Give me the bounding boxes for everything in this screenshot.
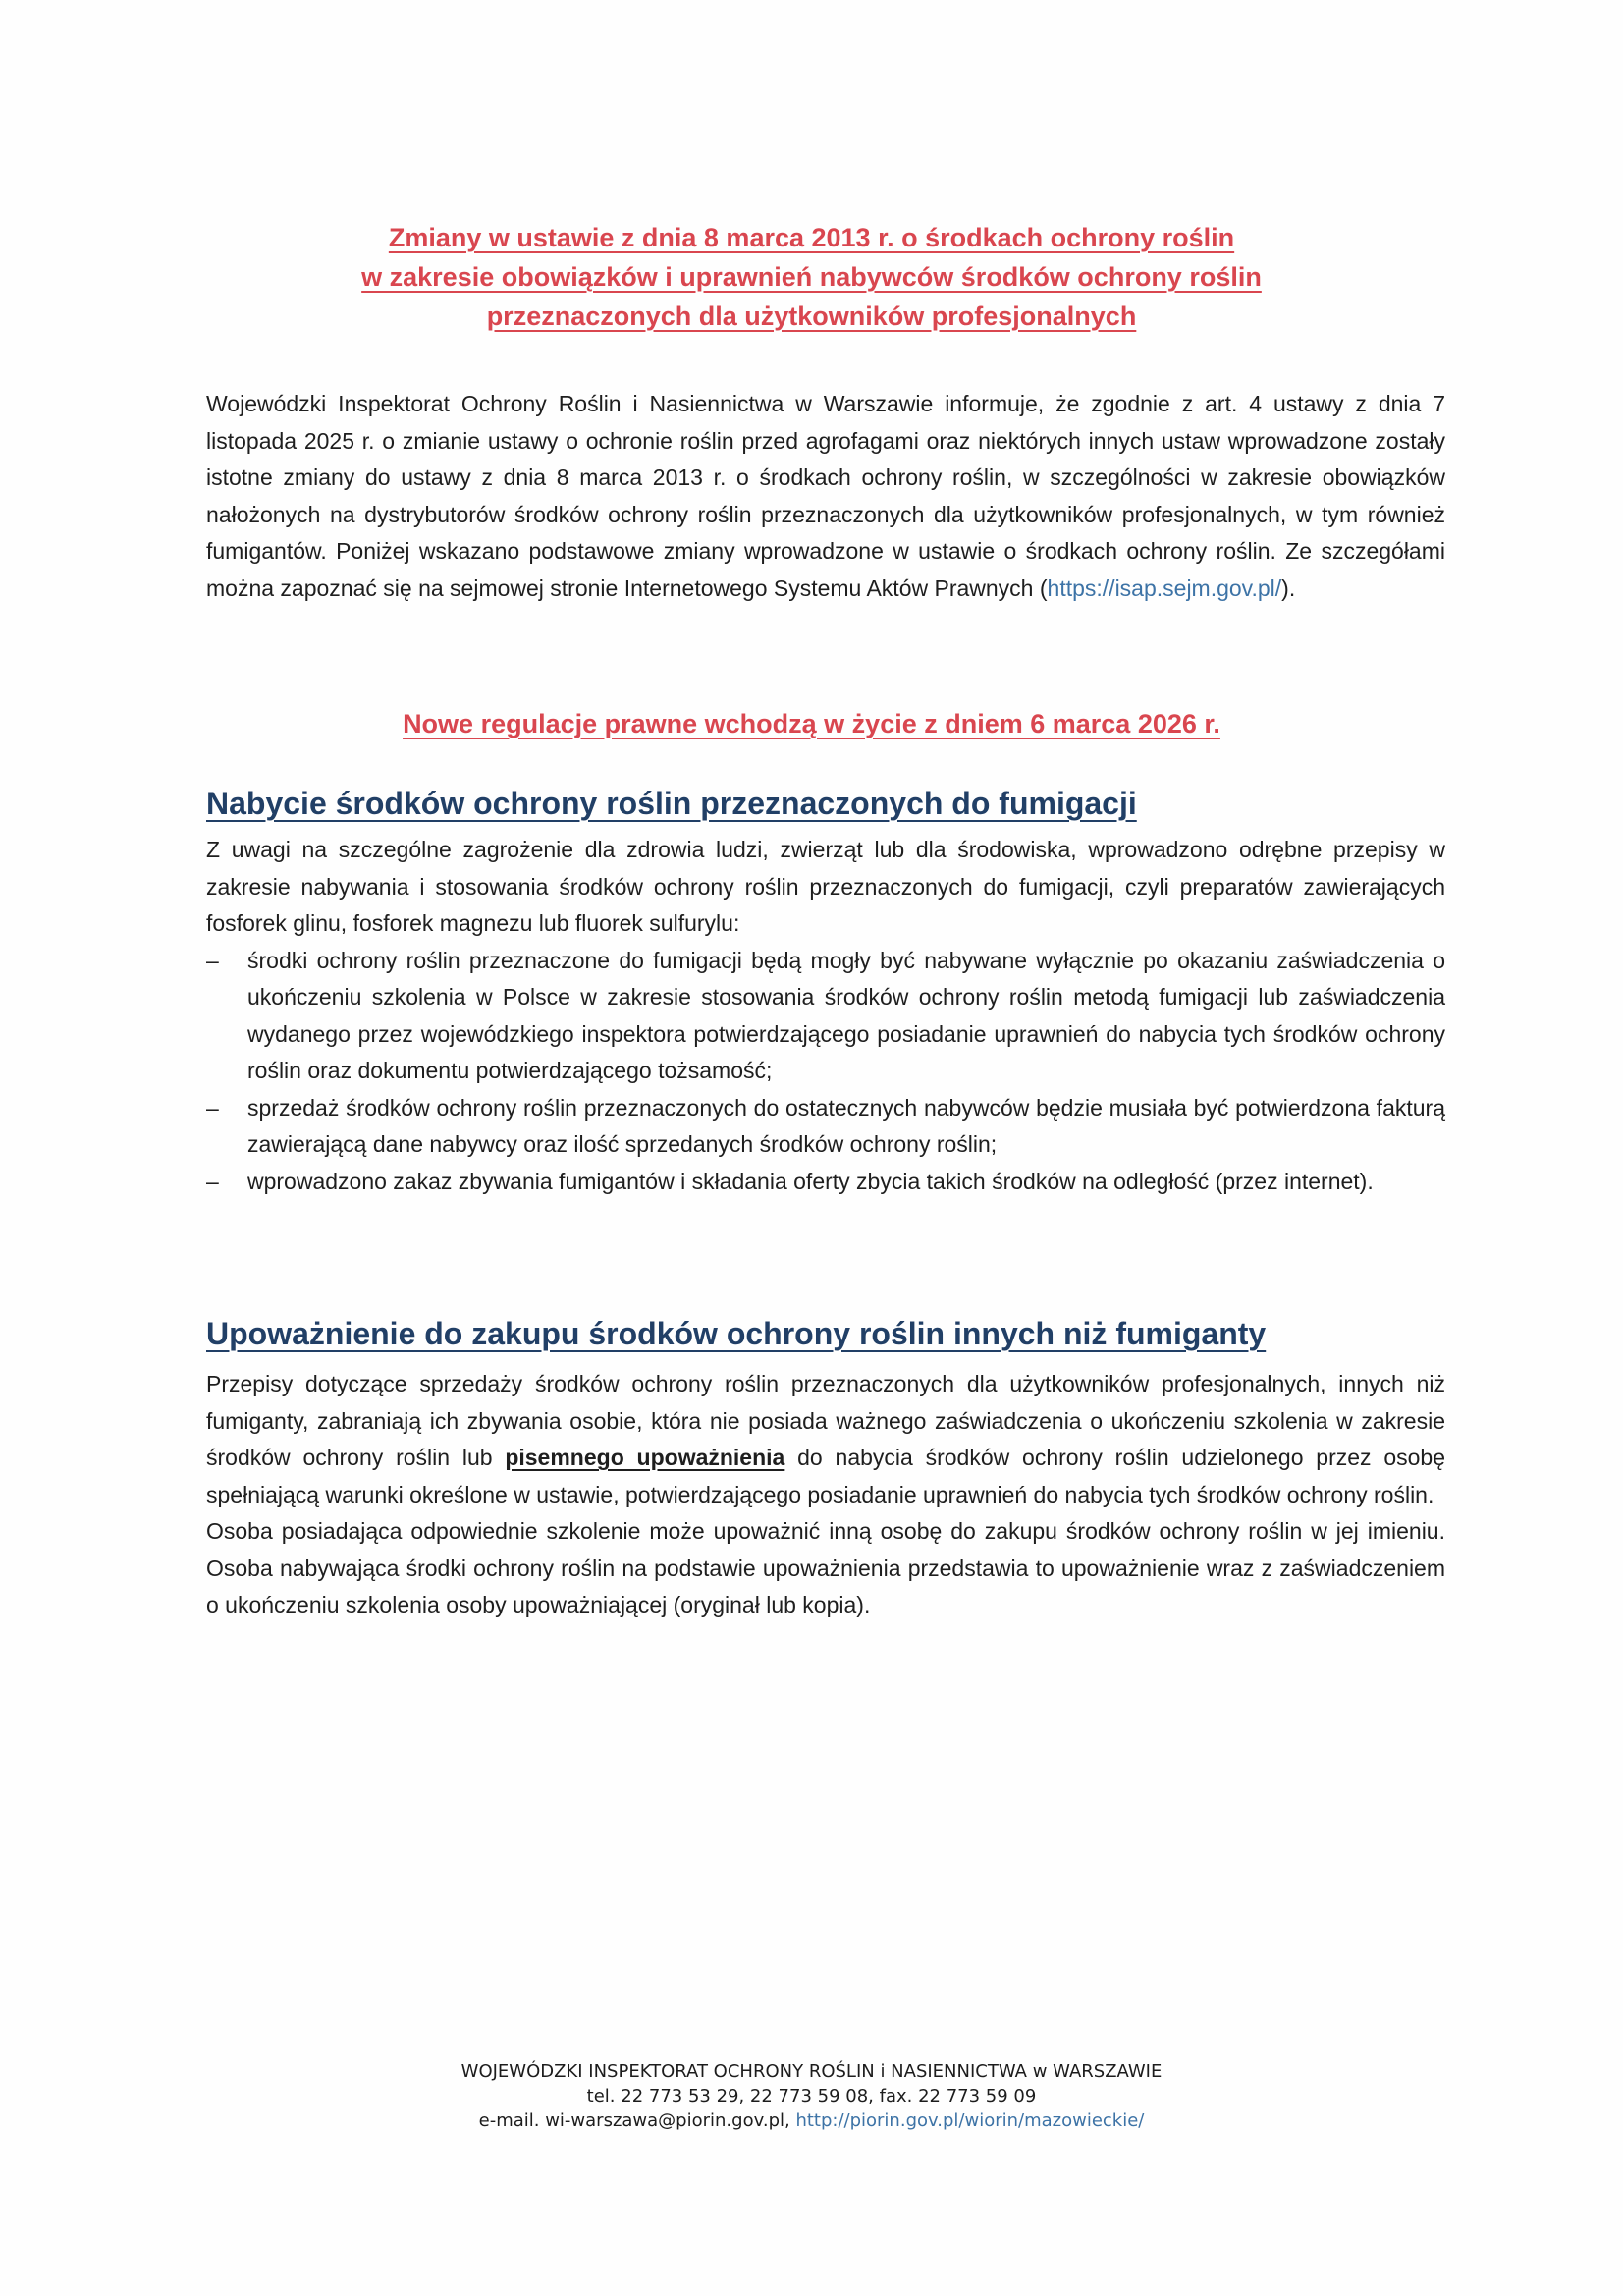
footer-org-name: WOJEWÓDZKI INSPEKTORAT OCHRONY ROŚLIN i NASIENNICTWA w WARSZAWIE [460,2061,1163,2082]
intro-paragraph: Wojewódzki Inspektorat Ochrony Roślin i Nasiennictwa w Warszawie informuje, że zgodnie z art. 4 ustawy z dnia 7 listopada 2025 r. o zmianie ustawy o ochronie roślin przed agrofagami oraz niektórych innych ustaw wprowadzone zostały istotne zmiany do ustawy z dnia 8 marca 2013 r. o środkach ochrony roślin, w szczególności w zakresie obowiązków nałożonych na dystrybutorów środków ochrony roślin przeznaczonych dla użytkowników profesjonalnych, w tym również fumigantów. Poniżej wskazano podstawowe zmiany wprowadzone w ustawie o środkach ochrony roślin. Ze szczegółami można zapoznać się na sejmowej stronie Internetowego Systemu Aktów Prawnych (https://isap.sejm.gov.pl/). [206,391,1445,601]
written-authorization-emphasis: pisemnego upoważnienia [505,1445,785,1470]
footer-contact [0,2059,1623,2133]
section-fumigation-body [206,832,1445,1200]
authorization-paragraph-2: Osoba posiadająca odpowiednie szkolenie może upoważnić inną osobę do zakupu środków ochrony roślin w jej imieniu. Osoba nabywająca środki ochrony roślin na podstawie upoważnienia przedstawia to upoważnienie wraz z zaświadczeniem o ukończeniu szkolenia osoby upoważniającej (oryginał lub kopia). [206,1518,1445,1617]
list-item: – sprzedaż środków ochrony roślin przeznaczonych do ostatecznych nabywców będzie musiała być potwierdzona fakturą zawierającą dane nabywcy oraz ilość sprzedanych środków ochrony roślin; [206,1090,1445,1164]
title-line-3: przeznaczonych dla użytkowników profesjonalnych [486,301,1137,331]
section-fumigation-intro: Z uwagi na szczególne zagrożenie dla zdrowia ludzi, zwierząt lub dla środowiska, wprowadzono odrębne przepisy w zakresie nabywania i stosowania środków ochrony roślin przeznaczonych do fumigacji, czyli preparatów zawierających fosforek glinu, fosforek magnezu lub fluorek sulfurylu: [206,837,1445,936]
footer-email: e-mail. wi-warszawa@piorin.gov.pl, [478,2110,796,2131]
fumigation-bullet-list [206,943,1445,1201]
footer-phones: tel. 22 773 53 29, 22 773 59 08, fax. 22 773 59 09 [586,2086,1037,2106]
isap-link[interactable]: https://isap.sejm.gov.pl/ [1047,574,1282,601]
section-heading-authorization: Upoważnienie do zakupu środków ochrony roślin innych niż fumiganty [206,1316,1267,1351]
document-title [0,218,1623,336]
title-line-1: Zmiany w ustawie z dnia 8 marca 2013 r. o środkach ochrony roślin [388,223,1235,252]
section-heading-fumigation: Nabycie środków ochrony roślin przeznaczonych do fumigacji [206,786,1137,821]
dash-bullet-icon: – [206,947,219,973]
list-item: – wprowadzono zakaz zbywania fumigantów i składania oferty zbycia takich środków na odległość (przez internet). [206,1164,1445,1201]
footer-website-link[interactable]: http://piorin.gov.pl/wiorin/mazowieckie/ [795,2110,1145,2131]
effective-date-notice: Nowe regulacje prawne wchodzą w życie z dniem 6 marca 2026 r. [403,709,1220,738]
dash-bullet-icon: – [206,1094,219,1121]
list-item: – środki ochrony roślin przeznaczone do fumigacji będą mogły być nabywane wyłącznie po okazaniu zaświadczenia o ukończeniu szkolenia w Polsce w zakresie stosowania środków ochrony roślin metodą fumigacji lub zaświadczenia wydanego przez wojewódzkiego inspektora potwierdzającego posiadanie uprawnień do nabycia tych środków ochrony roślin oraz dokumentu potwierdzającego tożsamość; [206,943,1445,1090]
title-line-2: w zakresie obowiązków i uprawnień nabywców środków ochrony roślin [361,262,1262,292]
authorization-paragraph-1: Przepisy dotyczące sprzedaży środków ochrony roślin przeznaczonych dla użytkowników profesjonalnych, innych niż fumiganty, zabraniają ich zbywania osobie, która nie posiada ważnego zaświadczenia o ukończeniu szkolenia w zakresie środków ochrony roślin lub pisemnego upoważnienia do nabycia środków ochrony roślin udzielonego przez osobę spełniającą warunki określone w ustawie, potwierdzającego posiadanie uprawnień do nabycia tych środków ochrony roślin. [206,1371,1445,1507]
section-authorization-body [206,1366,1445,1624]
footer-email-web [0,2108,1623,2133]
dash-bullet-icon: – [206,1168,219,1194]
